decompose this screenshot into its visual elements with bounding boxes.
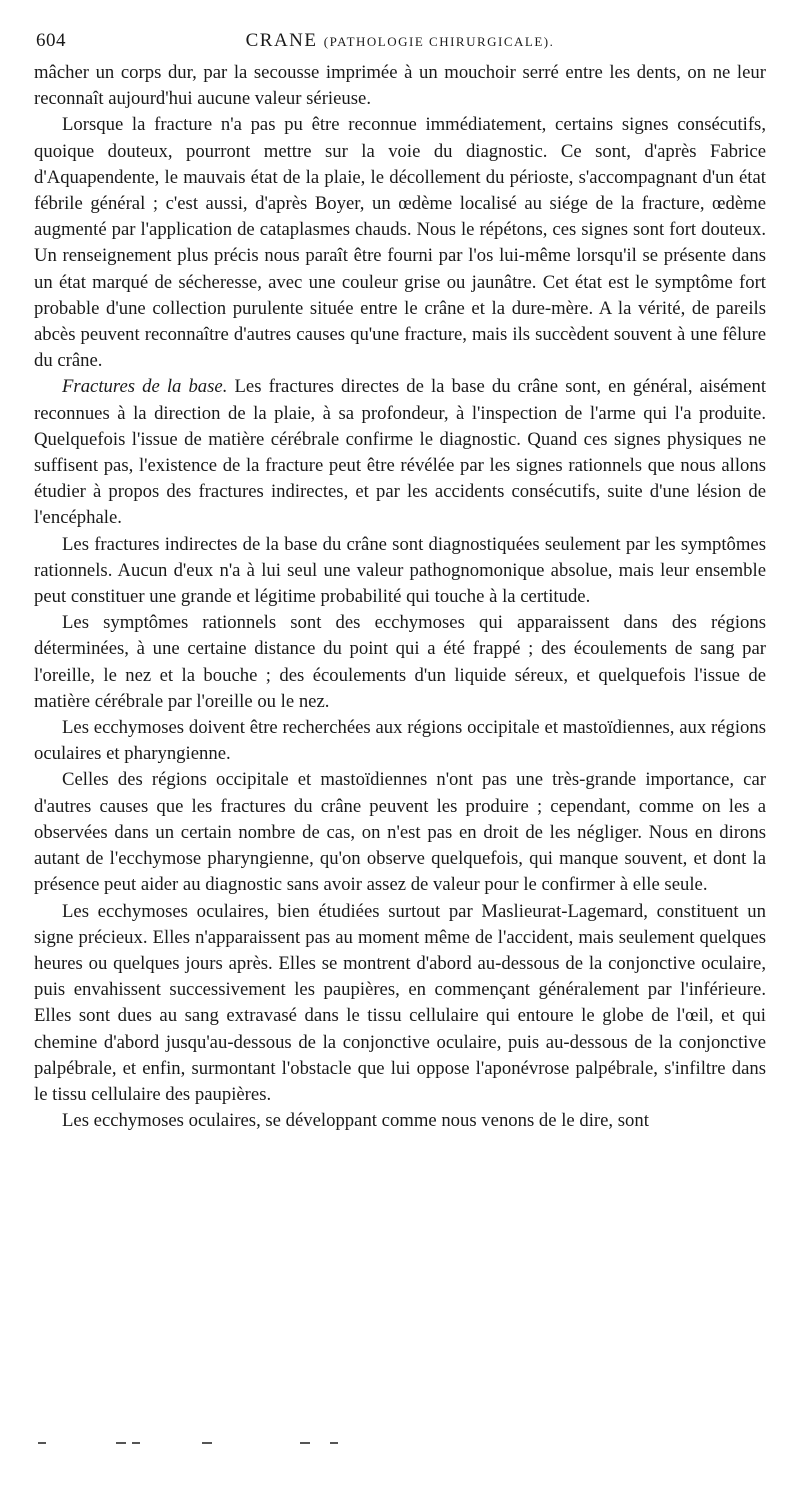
paragraph-text: Celles des régions occipitale et mastoïdiennes n'ont pas une très-grande importance, car d'autres causes que les fractures du crâne peuvent les produire ; cependant, comme on les a observées dans un certain nombre de cas, on n'est pas en droit de les négliger. Nous en dirons autant de l'ecchymose pharyngienne, qu'on observe quelquefois, qui manque souvent, et dont la présence peut aider au diagnostic sans avoir assez de valeur pour le confirmer à elle seule. bbox=[34, 769, 766, 896]
paragraph-text: mâcher un corps dur, par la secousse imprimée à un mouchoir serré entre les dents, on ne leur reconnaît aujourd'hui aucune valeur sérieuse. bbox=[34, 62, 766, 110]
page-number: 604 bbox=[36, 30, 66, 51]
page-header bbox=[34, 28, 766, 60]
scan-artifact-marks bbox=[34, 1442, 354, 1452]
paragraph-text: Les ecchymoses oculaires, se développant comme nous venons de le dire, sont bbox=[62, 1110, 649, 1132]
paragraph bbox=[34, 374, 766, 531]
running-head bbox=[34, 28, 766, 55]
paragraph bbox=[34, 1108, 766, 1134]
paragraph-text: Les ecchymoses doivent être recherchées aux régions occipitale et mastoïdiennes, aux régions oculaires et pharyngienne. bbox=[34, 717, 766, 765]
paragraph-text: Les ecchymoses oculaires, bien étudiées surtout par Maslieurat-Lagemard, constituent un signe précieux. Elles n'apparaissent pas au moment même de l'accident, mais seulement quelques heures ou quelques jours après. Elles se montrent d'abord au-dessous de la conjonctive oculaire, puis envahissent successivement les paupières, en commençant généralement par l'inférieure. Elles sont dues au sang extravasé dans le tissu cellulaire qui entoure le globe de l'œil, et qui chemine d'abord jusqu'au-dessous de la conjonctive oculaire, puis au-dessous de la conjonctive palpébrale, et enfin, surmontant l'obstacle que lui oppose l'aponévrose palpébrale, s'infiltre dans le tissu cellulaire des paupières. bbox=[34, 900, 766, 1105]
running-head-title: CRANE bbox=[245, 30, 318, 51]
paragraph bbox=[34, 112, 766, 374]
paragraph bbox=[34, 767, 766, 898]
paragraph-text: Les fractures indirectes de la base du crâne sont diagnostiquées seulement par les symptômes rationnels. Aucun d'eux n'a à lui seul une valeur pathognomonique absolue, mais leur ensemble peut constituer une grande et légitime probabilité qui touche à la certitude. bbox=[34, 533, 766, 608]
paragraph bbox=[34, 715, 766, 767]
paragraph-text: Les fractures directes de la base du crâne sont, en général, aisément reconnues à la direction de la plaie, à sa profondeur, à l'inspection de l'arme qui l'a produite. Quelquefois l'issue de matière cérébrale confirme le diagnostic. Quand ces signes physiques ne suffisent pas, l'existence de la fracture peut être révélée par les signes rationnels que nous allons étudier à propos des fractures indirectes, et par les accidents consécutifs, suite d'une lésion de l'encéphale. bbox=[34, 376, 767, 529]
book-page bbox=[34, 28, 766, 1134]
paragraph bbox=[34, 532, 766, 611]
paragraph-text: Les symptômes rationnels sont des ecchymoses qui apparaissent dans des régions déterminées, à une certaine distance du point qui a été frappé ; des écoulements de sang par l'oreille, le nez et la bouche ; des écoulements d'un liquide séreux, et quelquefois l'issue de matière cérébrale par l'oreille ou le nez. bbox=[34, 612, 766, 712]
running-head-subtitle: (PATHOLOGIE CHIRURGICALE). bbox=[323, 34, 555, 49]
paragraph bbox=[34, 610, 766, 715]
paragraph bbox=[34, 899, 766, 1109]
section-lead: Fractures de la base. bbox=[62, 376, 228, 398]
paragraph-text: Lorsque la fracture n'a pas pu être reconnue immédiatement, certains signes consécutifs, quoique douteux, pourront mettre sur la voie du diagnostic. Ce sont, d'après Fabrice d'Aquapendente, le mauvais état de la plaie, le décollement du périoste, s'accompagnant d'un état fébrile général ; c'est aussi, d'après Boyer, un œdème localisé au siége de la fracture, œdème augmenté par l'application de cataplasmes chauds. Nous le répétons, ces signes sont fort douteux. Un renseignement plus précis nous paraît être fourni par l'os lui-même lorsqu'il se présente dans un état marqué de sécheresse, avec une couleur grise ou jaunâtre. Cet état est le symptôme fort probable d'une collection purulente située entre le crâne et la dure-mère. A la vérité, de pareils abcès peuvent reconnaître d'autres causes qu'une fracture, mais ils succèdent souvent à une fêlure du crâne. bbox=[34, 114, 766, 372]
paragraph bbox=[34, 60, 766, 112]
